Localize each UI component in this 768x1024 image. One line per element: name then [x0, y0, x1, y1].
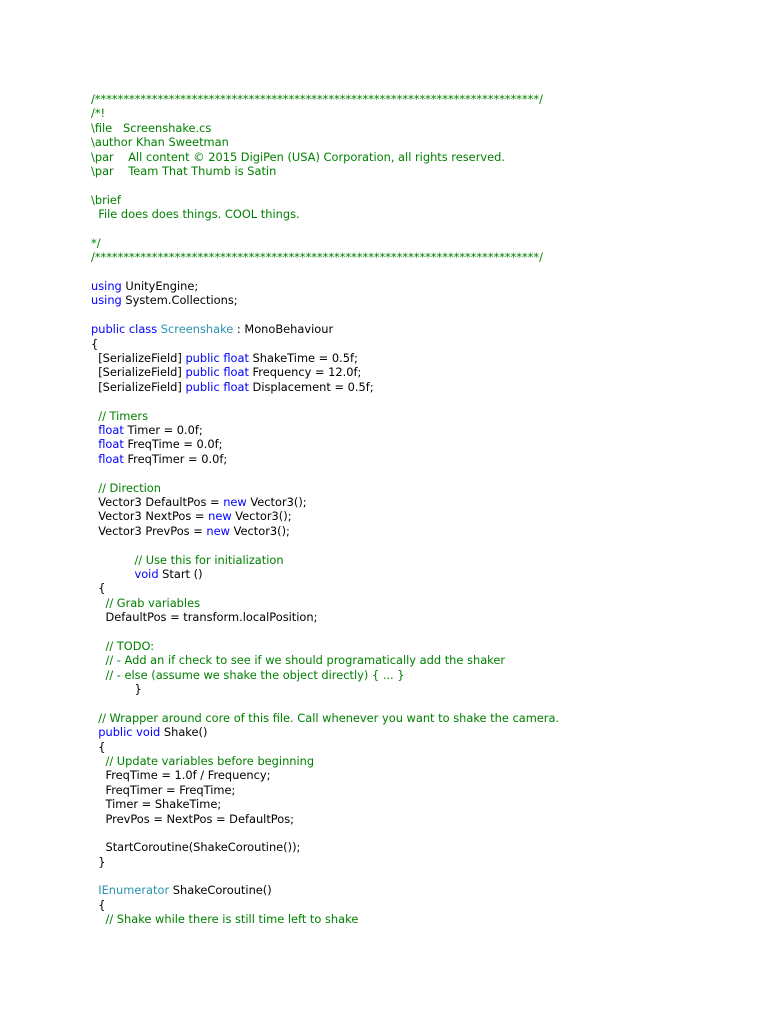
code-line	[91, 308, 559, 322]
code-token-keyword: public float	[185, 351, 249, 366]
code-token-type: IEnumerator	[98, 883, 170, 898]
code-token-plain: FreqTime = 1.0f / Frequency;	[91, 768, 271, 783]
code-line	[91, 365, 559, 379]
code-line	[91, 222, 559, 236]
code-line	[91, 524, 559, 538]
code-token-comment: // Shake while there is still time left to shake	[91, 912, 359, 927]
code-token-plain: FreqTimer = FreqTime;	[91, 782, 236, 797]
code-line	[91, 898, 559, 912]
code-token-comment: // Update variables before beginning	[91, 753, 315, 768]
code-line	[91, 783, 559, 797]
code-token-comment: \author Khan Sweetman	[91, 135, 229, 150]
code-token-plain: }	[91, 682, 142, 697]
code-line	[91, 553, 559, 567]
code-line	[91, 840, 559, 854]
code-token-plain: {	[91, 739, 106, 754]
code-token-plain: Vector3 NextPos =	[91, 509, 209, 524]
code-line	[91, 509, 559, 523]
code-token-plain: }	[91, 854, 106, 869]
code-token-comment: // Direction	[91, 480, 161, 495]
code-token-plain: [SerializeField]	[91, 365, 186, 380]
code-token-type: Screenshake	[160, 322, 234, 337]
code-token-keyword: using	[91, 279, 122, 294]
code-token-plain: Vector3();	[231, 509, 292, 524]
code-line	[91, 193, 559, 207]
code-line	[91, 725, 559, 739]
code-line	[91, 380, 559, 394]
code-line	[91, 466, 559, 480]
code-line	[91, 150, 559, 164]
code-token-keyword: public float	[185, 379, 249, 394]
code-line	[91, 121, 559, 135]
code-line	[91, 581, 559, 595]
code-listing	[91, 92, 559, 927]
code-token-keyword: new	[206, 523, 230, 538]
code-line	[91, 236, 559, 250]
code-line	[91, 106, 559, 120]
code-token-comment: */	[91, 235, 101, 250]
code-line	[91, 711, 559, 725]
code-line	[91, 668, 559, 682]
code-token-plain: UnityEngine;	[121, 279, 199, 294]
code-token-comment: // TODO:	[91, 638, 155, 653]
code-line	[91, 855, 559, 869]
code-token-keyword: public float	[185, 365, 249, 380]
code-token-keyword: float	[98, 422, 124, 437]
code-line	[91, 250, 559, 264]
code-token-keyword: new	[223, 494, 247, 509]
code-token-plain: Start ()	[158, 566, 203, 581]
code-token-plain: {	[91, 336, 99, 351]
code-token-plain: System.Collections;	[121, 293, 238, 308]
code-token-comment: File does does things. COOL things.	[91, 207, 300, 222]
code-token-plain: FreqTime = 0.0f;	[123, 437, 223, 452]
code-token-plain: ShakeTime = 0.5f;	[248, 351, 358, 366]
code-line	[91, 883, 559, 897]
code-token-comment: // Timers	[91, 408, 149, 423]
code-token-plain: Timer = ShakeTime;	[91, 797, 222, 812]
code-token-plain: Vector3();	[246, 494, 307, 509]
code-line	[91, 567, 559, 581]
code-line	[91, 653, 559, 667]
code-line	[91, 768, 559, 782]
code-line	[91, 437, 559, 451]
code-token-keyword: float	[98, 451, 124, 466]
code-line	[91, 135, 559, 149]
code-line	[91, 610, 559, 624]
code-token-keyword: using	[91, 293, 122, 308]
code-line	[91, 351, 559, 365]
code-line	[91, 912, 559, 926]
code-token-plain: Shake()	[160, 725, 208, 740]
code-line	[91, 265, 559, 279]
code-token-plain: {	[91, 897, 106, 912]
code-token-plain	[91, 567, 134, 581]
code-token-plain: Vector3();	[229, 523, 290, 538]
code-token-plain: StartCoroutine(ShakeCoroutine());	[91, 840, 301, 855]
code-token-comment: // Grab variables	[91, 595, 201, 610]
code-line	[91, 92, 559, 106]
code-token-comment: \brief	[91, 192, 121, 207]
code-token-keyword: float	[98, 437, 124, 452]
code-token-plain: PrevPos = NextPos = DefaultPos;	[91, 811, 294, 826]
code-line	[91, 639, 559, 653]
code-line	[91, 624, 559, 638]
code-token-keyword: public void	[98, 725, 161, 740]
code-line	[91, 178, 559, 192]
code-token-keyword: void	[134, 566, 159, 581]
code-line	[91, 826, 559, 840]
code-token-comment: \par All content © 2015 DigiPen (USA) Corporation, all rights reserved.	[91, 149, 505, 164]
code-line	[91, 538, 559, 552]
code-line	[91, 452, 559, 466]
code-line	[91, 279, 559, 293]
code-token-comment: // - Add an if check to see if we should programatically add the shaker	[91, 653, 506, 668]
code-token-plain: Frequency = 12.0f;	[248, 365, 362, 380]
code-line	[91, 337, 559, 351]
code-line	[91, 682, 559, 696]
code-token-plain: Timer = 0.0f;	[123, 422, 203, 437]
code-token-plain: : MonoBehaviour	[233, 322, 334, 337]
code-line	[91, 293, 559, 307]
code-line	[91, 164, 559, 178]
code-token-plain: ShakeCoroutine()	[169, 883, 272, 898]
code-token-comment: /******************************************************************************/	[91, 250, 543, 265]
code-token-plain: Vector3 DefaultPos =	[91, 494, 224, 509]
code-token-comment: // Use this for initialization	[91, 552, 284, 567]
code-line	[91, 797, 559, 811]
code-line	[91, 423, 559, 437]
code-token-comment: /******************************************************************************/	[91, 92, 543, 106]
code-line	[91, 812, 559, 826]
code-line	[91, 481, 559, 495]
code-token-comment: \file Screenshake.cs	[91, 120, 212, 135]
code-line	[91, 596, 559, 610]
code-token-plain: [SerializeField]	[91, 379, 186, 394]
code-token-comment: /*!	[91, 106, 106, 121]
code-token-keyword: new	[208, 509, 232, 524]
code-token-plain: Displacement = 0.5f;	[248, 379, 374, 394]
code-line	[91, 322, 559, 336]
code-line	[91, 394, 559, 408]
code-token-plain: {	[91, 581, 106, 596]
code-line	[91, 207, 559, 221]
code-line	[91, 495, 559, 509]
code-token-comment: // - else (assume we shake the object directly) { ... }	[91, 667, 405, 682]
code-line	[91, 696, 559, 710]
code-line	[91, 869, 559, 883]
code-token-plain: Vector3 PrevPos =	[91, 523, 207, 538]
code-line	[91, 409, 559, 423]
code-token-plain: DefaultPos = transform.localPosition;	[91, 610, 318, 625]
code-token-comment: // Wrapper around core of this file. Call whenever you want to shake the camera.	[91, 710, 560, 725]
code-token-plain: FreqTimer = 0.0f;	[123, 451, 228, 466]
code-line	[91, 740, 559, 754]
code-line	[91, 754, 559, 768]
code-token-comment: \par Team That Thumb is Satin	[91, 163, 277, 178]
code-token-keyword: public class	[91, 322, 158, 337]
code-token-plain: [SerializeField]	[91, 351, 186, 366]
